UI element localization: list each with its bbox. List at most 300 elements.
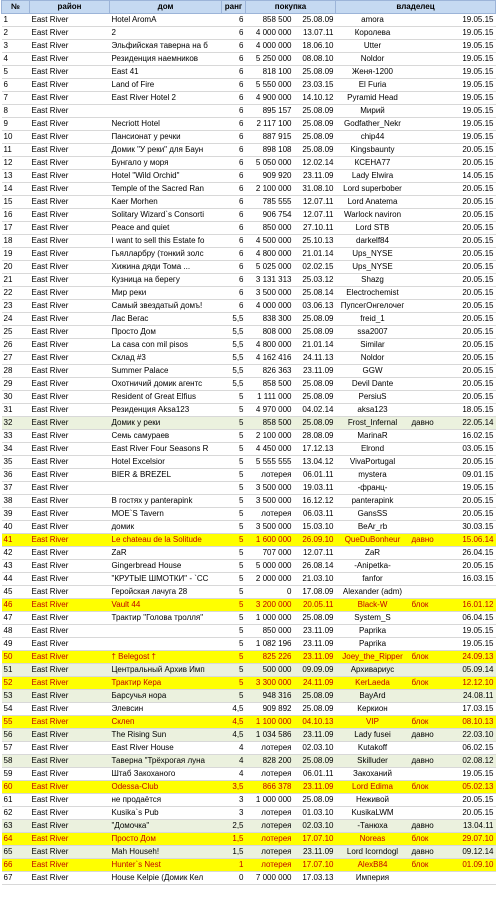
updated-date-cell[interactable]: 22.05.14 [440,417,496,430]
district-cell[interactable]: East River [30,53,110,66]
rank-cell[interactable]: 5 [222,651,246,664]
price-cell[interactable]: 4 900 000 [246,92,294,105]
price-cell[interactable]: 3 131 313 [246,274,294,287]
purchase-date-cell[interactable]: 24.11.09 [294,677,336,690]
updated-date-cell[interactable]: 20.05.15 [440,183,496,196]
status-cell[interactable]: блок [410,599,440,612]
status-cell[interactable] [410,274,440,287]
rank-cell[interactable]: 6 [222,274,246,287]
updated-date-cell[interactable]: 19.05.15 [440,768,496,781]
price-cell[interactable]: 4 162 416 [246,352,294,365]
rank-cell[interactable]: 5,5 [222,352,246,365]
owner-cell[interactable]: GGW [336,365,410,378]
updated-date-cell[interactable]: 26.04.15 [440,547,496,560]
table-row[interactable] [2,547,496,560]
purchase-date-cell[interactable]: 03.06.13 [294,300,336,313]
house-name-cell[interactable]: "КРУТЫЕ ШМОТКИ" - `CC [110,573,222,586]
house-name-cell[interactable]: Кузница на берегу [110,274,222,287]
owner-cell[interactable]: VivaPortugal [336,456,410,469]
price-cell[interactable]: 5 250 000 [246,53,294,66]
row-number[interactable]: 54 [2,703,30,716]
row-number[interactable]: 25 [2,326,30,339]
status-cell[interactable]: давно [410,820,440,833]
rank-cell[interactable]: 5 [222,573,246,586]
house-name-cell[interactable]: Solitary Wizard`s Consorti [110,209,222,222]
purchase-date-cell[interactable]: 02.02.15 [294,261,336,274]
price-cell[interactable]: 2 000 000 [246,573,294,586]
row-number[interactable]: 27 [2,352,30,365]
row-number[interactable]: 37 [2,482,30,495]
district-cell[interactable]: East River [30,794,110,807]
purchase-date-cell[interactable]: 18.06.10 [294,40,336,53]
status-cell[interactable] [410,79,440,92]
status-cell[interactable] [410,105,440,118]
rank-cell[interactable]: 5 [222,443,246,456]
house-name-cell[interactable]: Kaer Morhen [110,196,222,209]
status-cell[interactable] [410,573,440,586]
rank-cell[interactable]: 5 [222,560,246,573]
table-row[interactable] [2,651,496,664]
table-row[interactable] [2,417,496,430]
purchase-date-cell[interactable]: 06.01.11 [294,469,336,482]
owner-cell[interactable]: Similar [336,339,410,352]
owner-cell[interactable]: KerLaeda [336,677,410,690]
row-number[interactable]: 49 [2,638,30,651]
table-row[interactable] [2,469,496,482]
owner-cell[interactable]: Мирий [336,105,410,118]
table-row[interactable] [2,183,496,196]
row-number[interactable]: 65 [2,846,30,859]
house-name-cell[interactable]: Kusika`s Pub [110,807,222,820]
header-house[interactable]: дом [110,1,222,14]
owner-cell[interactable]: aksa123 [336,404,410,417]
rank-cell[interactable]: 4,5 [222,729,246,742]
updated-date-cell[interactable]: 20.05.15 [440,326,496,339]
price-cell[interactable]: 2 117 100 [246,118,294,131]
table-row[interactable] [2,716,496,729]
updated-date-cell[interactable]: 20.05.15 [440,807,496,820]
status-cell[interactable]: давно [410,729,440,742]
table-row[interactable] [2,92,496,105]
house-name-cell[interactable]: Просто Дом [110,833,222,846]
owner-cell[interactable]: ПупсегОнгелочег [336,300,410,313]
purchase-date-cell[interactable]: 19.03.11 [294,482,336,495]
price-cell[interactable]: 707 000 [246,547,294,560]
table-row[interactable] [2,300,496,313]
price-cell[interactable]: 785 555 [246,196,294,209]
district-cell[interactable]: East River [30,690,110,703]
house-name-cell[interactable]: Summer Palace [110,365,222,378]
table-row[interactable] [2,378,496,391]
house-name-cell[interactable]: Hotel AromA [110,14,222,27]
updated-date-cell[interactable]: 20.05.15 [440,378,496,391]
house-name-cell[interactable]: Склад #3 [110,352,222,365]
purchase-date-cell[interactable]: 08.08.10 [294,53,336,66]
table-row[interactable] [2,14,496,27]
purchase-date-cell[interactable]: 23.11.09 [294,170,336,183]
row-number[interactable]: 23 [2,300,30,313]
row-number[interactable]: 66 [2,859,30,872]
owner-cell[interactable]: MarinaR [336,430,410,443]
price-cell[interactable]: 1 082 196 [246,638,294,651]
owner-cell[interactable]: Noreas [336,833,410,846]
row-number[interactable]: 32 [2,417,30,430]
row-number[interactable]: 36 [2,469,30,482]
district-cell[interactable]: East River [30,365,110,378]
house-name-cell[interactable]: Барсучья нора [110,690,222,703]
status-cell[interactable]: давно [410,755,440,768]
rank-cell[interactable]: 5 [222,391,246,404]
purchase-date-cell[interactable]: 01.03.10 [294,807,336,820]
house-name-cell[interactable]: Резиденция Aksa123 [110,404,222,417]
status-cell[interactable]: блок [410,651,440,664]
status-cell[interactable] [410,248,440,261]
row-number[interactable]: 10 [2,131,30,144]
district-cell[interactable]: East River [30,313,110,326]
price-cell[interactable]: 828 200 [246,755,294,768]
updated-date-cell[interactable]: 30.03.15 [440,521,496,534]
table-row[interactable] [2,404,496,417]
purchase-date-cell[interactable]: 25.08.09 [294,378,336,391]
table-row[interactable] [2,638,496,651]
house-name-cell[interactable]: Гьялларбру (тонкий золс [110,248,222,261]
house-name-cell[interactable]: Резиденция наемников [110,53,222,66]
status-cell[interactable] [410,118,440,131]
updated-date-cell[interactable]: 20.05.15 [440,222,496,235]
purchase-date-cell[interactable]: 09.09.09 [294,664,336,677]
owner-cell[interactable]: GansSS [336,508,410,521]
district-cell[interactable]: East River [30,820,110,833]
purchase-date-cell[interactable]: 23.11.09 [294,781,336,794]
house-name-cell[interactable]: Склеп [110,716,222,729]
district-cell[interactable]: East River [30,131,110,144]
owner-cell[interactable]: Paprika [336,625,410,638]
owner-cell[interactable]: Kutakoff [336,742,410,755]
rank-cell[interactable]: 5 [222,599,246,612]
price-cell[interactable]: 4 970 000 [246,404,294,417]
purchase-date-cell[interactable]: 17.12.13 [294,443,336,456]
house-name-cell[interactable]: Таверна "Трёхрогая луна [110,755,222,768]
updated-date-cell[interactable]: 17.03.15 [440,703,496,716]
row-number[interactable]: 39 [2,508,30,521]
district-cell[interactable]: East River [30,235,110,248]
district-cell[interactable]: East River [30,677,110,690]
house-name-cell[interactable]: Мир реки [110,287,222,300]
purchase-date-cell[interactable]: 25.08.09 [294,14,336,27]
price-cell[interactable]: 825 226 [246,651,294,664]
district-cell[interactable]: East River [30,586,110,599]
price-cell[interactable]: 5 550 000 [246,79,294,92]
row-number[interactable]: 21 [2,274,30,287]
rank-cell[interactable]: 6 [222,144,246,157]
owner-cell[interactable]: Женя-1200 [336,66,410,79]
status-cell[interactable] [410,482,440,495]
district-cell[interactable]: East River [30,66,110,79]
row-number[interactable]: 43 [2,560,30,573]
table-row[interactable] [2,612,496,625]
district-cell[interactable]: East River [30,443,110,456]
district-cell[interactable]: East River [30,768,110,781]
rank-cell[interactable]: 6 [222,66,246,79]
district-cell[interactable]: East River [30,209,110,222]
rank-cell[interactable]: 3 [222,794,246,807]
purchase-date-cell[interactable]: 13.07.11 [294,27,336,40]
district-cell[interactable]: East River [30,430,110,443]
status-cell[interactable] [410,326,440,339]
owner-cell[interactable]: Joey_the_Ripper [336,651,410,664]
purchase-date-cell[interactable]: 13.04.12 [294,456,336,469]
status-cell[interactable] [410,14,440,27]
purchase-date-cell[interactable]: 27.10.11 [294,222,336,235]
house-name-cell[interactable]: I want to sell this Estate fo [110,235,222,248]
purchase-date-cell[interactable]: 23.03.15 [294,79,336,92]
purchase-date-cell[interactable]: 21.01.14 [294,339,336,352]
status-cell[interactable]: блок [410,716,440,729]
owner-cell[interactable]: Devil Dante [336,378,410,391]
owner-cell[interactable]: System_S [336,612,410,625]
district-cell[interactable]: East River [30,14,110,27]
updated-date-cell[interactable]: 09.01.15 [440,469,496,482]
owner-cell[interactable]: Королева [336,27,410,40]
owner-cell[interactable]: BeAr_rb [336,521,410,534]
status-cell[interactable] [410,391,440,404]
rank-cell[interactable]: 5,5 [222,378,246,391]
row-number[interactable]: 16 [2,209,30,222]
owner-cell[interactable]: Керкион [336,703,410,716]
price-cell[interactable]: 1 000 000 [246,794,294,807]
house-name-cell[interactable]: East River Hotel 2 [110,92,222,105]
house-name-cell[interactable]: Элевсин [110,703,222,716]
table-row[interactable] [2,573,496,586]
owner-cell[interactable]: Warlock naviron [336,209,410,222]
status-cell[interactable] [410,53,440,66]
purchase-date-cell[interactable]: 31.08.10 [294,183,336,196]
house-name-cell[interactable]: Le chateau de la Solitude [110,534,222,547]
house-name-cell[interactable]: Land of Fire [110,79,222,92]
price-cell[interactable]: 808 000 [246,326,294,339]
rank-cell[interactable]: 0 [222,872,246,885]
header-purchase[interactable]: покупка [246,1,336,14]
updated-date-cell[interactable]: 20.05.15 [440,157,496,170]
status-cell[interactable] [410,768,440,781]
row-number[interactable]: 29 [2,378,30,391]
owner-cell[interactable]: Skilluder [336,755,410,768]
table-row[interactable] [2,53,496,66]
updated-date-cell[interactable]: 01.09.10 [440,859,496,872]
updated-date-cell[interactable]: 19.05.15 [440,638,496,651]
updated-date-cell[interactable]: 19.05.15 [440,66,496,79]
status-cell[interactable] [410,222,440,235]
updated-date-cell[interactable]: 19.05.15 [440,79,496,92]
status-cell[interactable]: блок [410,677,440,690]
status-cell[interactable]: давно [410,534,440,547]
row-number[interactable]: 2 [2,27,30,40]
row-number[interactable]: 31 [2,404,30,417]
price-cell[interactable]: 850 000 [246,625,294,638]
district-cell[interactable]: East River [30,274,110,287]
purchase-date-cell[interactable]: 25.08.09 [294,313,336,326]
owner-cell[interactable]: El Furia [336,79,410,92]
rank-cell[interactable]: 2,5 [222,820,246,833]
district-cell[interactable]: East River [30,339,110,352]
rank-cell[interactable]: 5 [222,547,246,560]
row-number[interactable]: 24 [2,313,30,326]
table-row[interactable] [2,586,496,599]
table-row[interactable] [2,456,496,469]
price-cell[interactable]: лотерея [246,859,294,872]
table-row[interactable] [2,118,496,131]
table-row[interactable] [2,131,496,144]
house-name-cell[interactable]: В гостях у panterapink [110,495,222,508]
row-number[interactable]: 7 [2,92,30,105]
status-cell[interactable] [410,625,440,638]
purchase-date-cell[interactable]: 12.07.11 [294,196,336,209]
owner-cell[interactable]: Империя [336,872,410,885]
row-number[interactable]: 64 [2,833,30,846]
house-name-cell[interactable] [110,625,222,638]
table-row[interactable] [2,79,496,92]
price-cell[interactable]: лотерея [246,846,294,859]
rank-cell[interactable]: 6 [222,209,246,222]
row-number[interactable]: 9 [2,118,30,131]
rank-cell[interactable]: 5 [222,612,246,625]
house-name-cell[interactable]: "Домочка" [110,820,222,833]
owner-cell[interactable]: ZaR [336,547,410,560]
updated-date-cell[interactable]: 19.05.15 [440,118,496,131]
owner-cell[interactable]: Ups_NYSE [336,248,410,261]
rank-cell[interactable]: 5 [222,495,246,508]
updated-date-cell[interactable]: 16.01.12 [440,599,496,612]
district-cell[interactable]: East River [30,846,110,859]
price-cell[interactable]: 4 000 000 [246,300,294,313]
rank-cell[interactable]: 6 [222,131,246,144]
house-name-cell[interactable]: Бунгало у моря [110,157,222,170]
row-number[interactable]: 58 [2,755,30,768]
row-number[interactable]: 30 [2,391,30,404]
row-number[interactable]: 11 [2,144,30,157]
rank-cell[interactable]: 6 [222,287,246,300]
district-cell[interactable]: East River [30,521,110,534]
row-number[interactable]: 3 [2,40,30,53]
row-number[interactable]: 38 [2,495,30,508]
house-name-cell[interactable]: Семь самураев [110,430,222,443]
updated-date-cell[interactable]: 02.08.12 [440,755,496,768]
house-name-cell[interactable]: Хижина дяди Тома ... [110,261,222,274]
rank-cell[interactable]: 5 [222,417,246,430]
purchase-date-cell[interactable]: 20.05.11 [294,599,336,612]
purchase-date-cell[interactable]: 02.03.10 [294,742,336,755]
purchase-date-cell[interactable]: 06.03.11 [294,508,336,521]
table-row[interactable] [2,703,496,716]
purchase-date-cell[interactable]: 17.07.10 [294,833,336,846]
rank-cell[interactable]: 6 [222,235,246,248]
price-cell[interactable]: 5 050 000 [246,157,294,170]
row-number[interactable]: 50 [2,651,30,664]
rank-cell[interactable]: 5,5 [222,313,246,326]
rank-cell[interactable]: 4,5 [222,703,246,716]
rank-cell[interactable]: 5 [222,482,246,495]
owner-cell[interactable]: КСЕНА77 [336,157,410,170]
district-cell[interactable]: East River [30,300,110,313]
price-cell[interactable]: 3 300 000 [246,677,294,690]
owner-cell[interactable]: AlexB84 [336,859,410,872]
updated-date-cell[interactable]: 03.05.15 [440,443,496,456]
price-cell[interactable]: лотерея [246,768,294,781]
owner-cell[interactable]: Frost_Infernal [336,417,410,430]
district-cell[interactable]: East River [30,261,110,274]
row-number[interactable]: 18 [2,235,30,248]
owner-cell[interactable]: Pyramid Head [336,92,410,105]
district-cell[interactable]: East River [30,92,110,105]
rank-cell[interactable]: 5 [222,625,246,638]
status-cell[interactable] [410,508,440,521]
district-cell[interactable]: East River [30,248,110,261]
status-cell[interactable] [410,183,440,196]
owner-cell[interactable]: mystera [336,469,410,482]
house-name-cell[interactable]: Центральный Архив Имп [110,664,222,677]
row-number[interactable]: 59 [2,768,30,781]
status-cell[interactable] [410,638,440,651]
district-cell[interactable]: East River [30,27,110,40]
status-cell[interactable]: давно [410,417,440,430]
header-num[interactable]: № [2,1,30,14]
status-cell[interactable] [410,586,440,599]
district-cell[interactable]: East River [30,781,110,794]
table-row[interactable] [2,872,496,885]
updated-date-cell[interactable]: 20.05.15 [440,209,496,222]
owner-cell[interactable]: Noldor [336,352,410,365]
row-number[interactable]: 56 [2,729,30,742]
purchase-date-cell[interactable]: 14.10.12 [294,92,336,105]
price-cell[interactable]: 5 025 000 [246,261,294,274]
table-row[interactable] [2,40,496,53]
price-cell[interactable]: 3 500 000 [246,521,294,534]
purchase-date-cell[interactable]: 25.08.09 [294,755,336,768]
rank-cell[interactable]: 1 [222,859,246,872]
row-number[interactable]: 4 [2,53,30,66]
table-row[interactable] [2,755,496,768]
rank-cell[interactable]: 5 [222,664,246,677]
price-cell[interactable]: 4 800 000 [246,339,294,352]
district-cell[interactable]: East River [30,807,110,820]
updated-date-cell[interactable]: 16.02.15 [440,430,496,443]
district-cell[interactable]: East River [30,716,110,729]
rank-cell[interactable]: 6 [222,79,246,92]
table-row[interactable] [2,365,496,378]
updated-date-cell[interactable]: 19.05.15 [440,14,496,27]
owner-cell[interactable]: -Танюха [336,820,410,833]
row-number[interactable]: 42 [2,547,30,560]
district-cell[interactable]: East River [30,508,110,521]
district-cell[interactable]: East River [30,404,110,417]
updated-date-cell[interactable] [440,586,496,599]
purchase-date-cell[interactable]: 21.03.10 [294,573,336,586]
status-cell[interactable]: блок [410,859,440,872]
purchase-date-cell[interactable]: 25.08.09 [294,417,336,430]
purchase-date-cell[interactable]: 04.10.13 [294,716,336,729]
price-cell[interactable]: 906 754 [246,209,294,222]
house-name-cell[interactable] [110,482,222,495]
house-name-cell[interactable]: 2 [110,27,222,40]
price-cell[interactable]: 7 000 000 [246,872,294,885]
status-cell[interactable] [410,287,440,300]
updated-date-cell[interactable]: 19.05.15 [440,131,496,144]
updated-date-cell[interactable]: 08.10.13 [440,716,496,729]
price-cell[interactable]: 898 108 [246,144,294,157]
owner-cell[interactable]: Архивариус [336,664,410,677]
owner-cell[interactable]: PersiuS [336,391,410,404]
price-cell[interactable]: 909 892 [246,703,294,716]
